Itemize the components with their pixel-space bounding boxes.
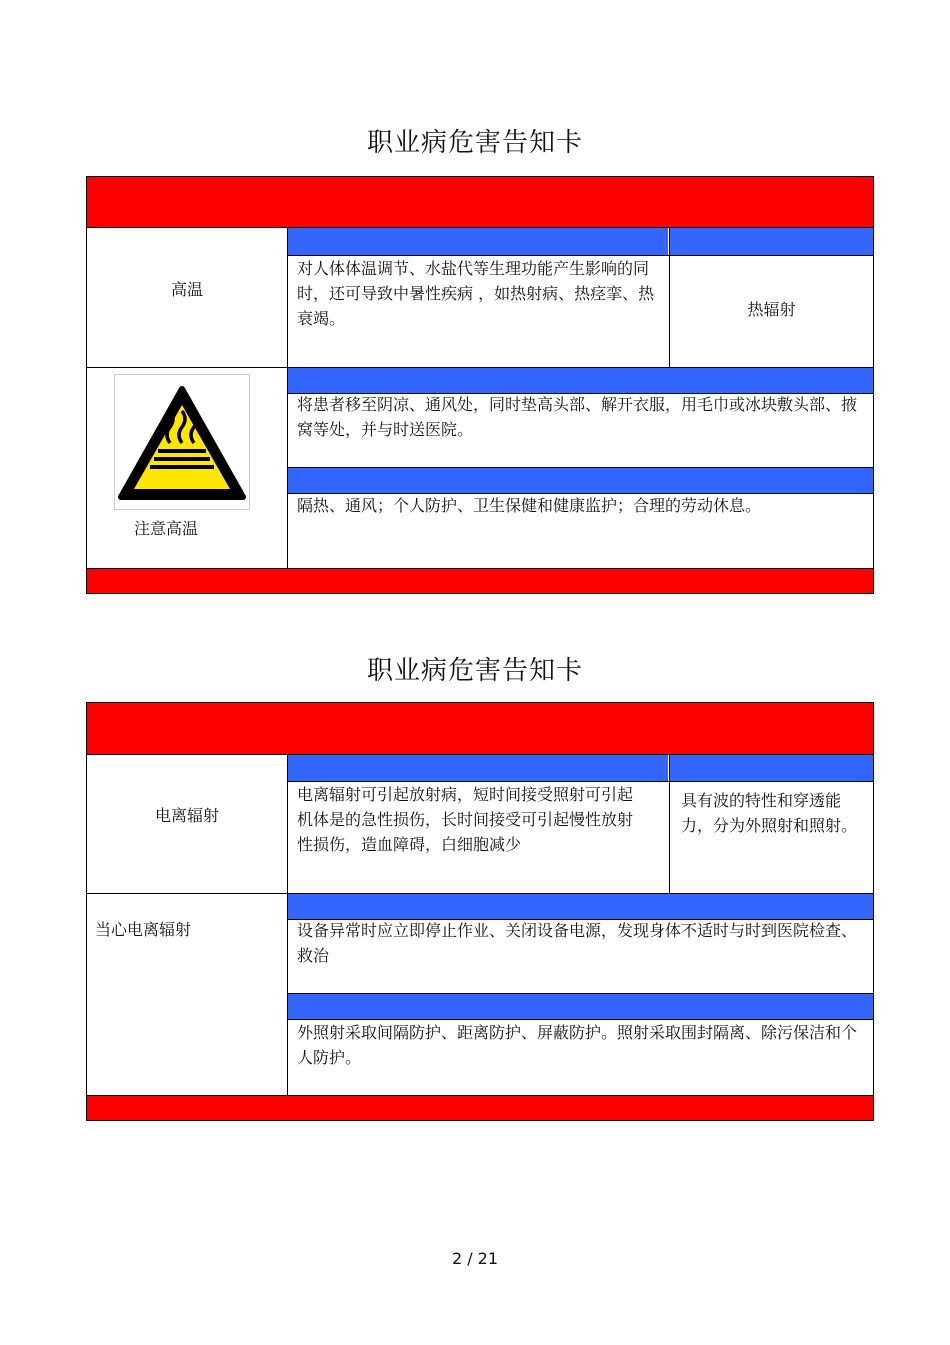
health-effect-text: 对人体体温调节、水盐代等生理功能产生影响的同时，还可导致中暑性疾病 ，如热射病、热痉挛、热衰竭。	[297, 259, 655, 328]
protection-text: 隔热、通风；个人防护、卫生保健和健康监护；合理的劳动休息。	[297, 496, 762, 515]
card-footer-bar	[87, 569, 873, 593]
card-header-bar	[87, 177, 873, 227]
hazard-name: 电离辐射	[154, 806, 219, 825]
warning-label: 注意高温	[134, 519, 199, 538]
first-aid-text: 将患者移至阴凉、通风处，同时垫高头部、解开衣服，用毛巾或冰块敷头部、掖窝等处，并与时送医院。	[297, 395, 858, 439]
card-header-bar	[87, 703, 873, 754]
hazard-card-ionizing-radiation	[86, 702, 874, 1121]
hazard-name: 高温	[170, 280, 203, 299]
property-header	[670, 755, 873, 781]
protection-text: 外照射采取间隔防护、距离防护、屏蔽防护。照射采取围封隔离、除污保洁和个人防护。	[297, 1023, 858, 1067]
card-1-title: 职业病危害告知卡	[366, 128, 583, 158]
property-text: 具有波的特性和穿透能力，分为外照射和照射。	[681, 791, 858, 835]
warning-label: 当心电离辐射	[95, 920, 192, 939]
first-aid-header	[288, 894, 873, 919]
warning-sign-frame	[114, 374, 250, 510]
page-number: 2 / 21	[451, 1249, 499, 1268]
property-header	[670, 228, 873, 255]
hot-surface-warning-icon	[115, 375, 249, 509]
health-effect-header	[288, 228, 668, 255]
protection-header	[288, 994, 873, 1019]
card-2-title: 职业病危害告知卡	[366, 656, 583, 686]
card-footer-bar	[87, 1096, 873, 1120]
first-aid-header	[288, 368, 873, 393]
health-effect-text: 电离辐射可引起放射病，短时间接受照射可引起机体是的急性损伤，长时间接受可引起慢性放射性损伤，造血障碍，白细胞减少	[297, 785, 634, 854]
property-text: 热辐射	[747, 300, 796, 319]
health-effect-header	[288, 755, 668, 781]
hazard-card-high-temperature	[86, 176, 874, 594]
protection-header	[288, 468, 873, 493]
first-aid-text: 设备异常时应立即停止作业、关闭设备电源，发现身体不适时与时到医院检查、救治	[297, 921, 858, 965]
